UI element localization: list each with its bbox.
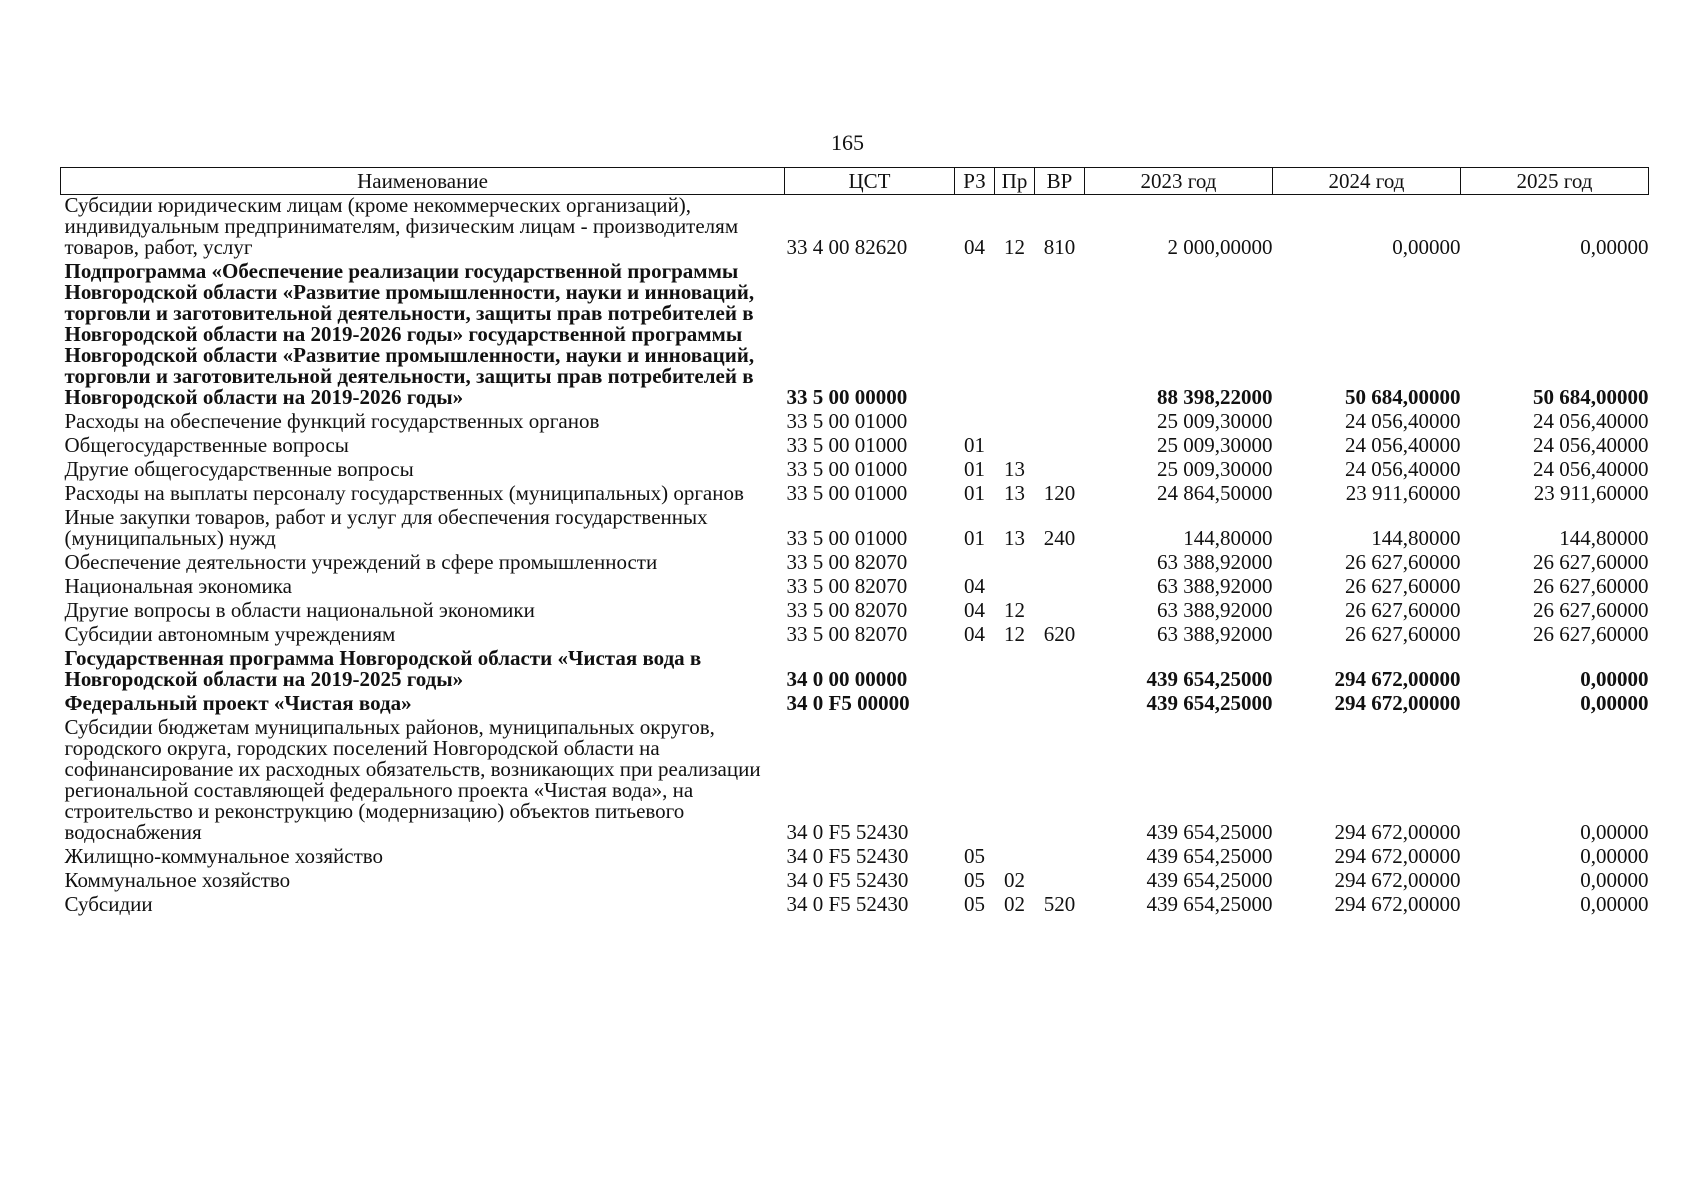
row-name: Субсидии юридическим лицам (кроме некоммерческих организаций), индивидуальным предпринимателям, физическим лицам - производителям товаров, работ, услуг [64, 193, 739, 259]
row-rz [955, 717, 995, 846]
row-name: Расходы на выплаты персоналу государственных (муниципальных) органов [64, 481, 744, 505]
row-cst: 34 0 F5 52430 [786, 844, 909, 868]
row-rz [955, 648, 995, 693]
table-row [61, 624, 1649, 648]
row-pr [995, 411, 1035, 435]
row-2025: 26 627,60000 [1533, 622, 1649, 646]
row-2024: 294 672,00000 [1334, 868, 1461, 892]
row-name: Субсидии [64, 892, 153, 916]
table-row [61, 576, 1649, 600]
table-row [61, 717, 1649, 846]
row-cst: 33 5 00 82070 [786, 550, 908, 574]
row-2023: 63 388,92000 [1157, 598, 1273, 622]
row-2023: 24 864,50000 [1157, 481, 1273, 505]
row-rz: 05 [964, 844, 985, 868]
row-vr: 620 [1043, 622, 1076, 646]
row-2023: 439 654,25000 [1146, 691, 1273, 715]
row-2023: 88 398,22000 [1157, 385, 1273, 409]
row-cst: 34 0 F5 52430 [786, 868, 909, 892]
row-vr [1035, 459, 1085, 483]
row-2025: 0,00000 [1580, 691, 1649, 715]
table-body [61, 195, 1649, 919]
row-2023: 439 654,25000 [1146, 820, 1273, 844]
row-2024: 24 056,40000 [1345, 457, 1461, 481]
row-vr: 520 [1043, 892, 1076, 916]
row-2024: 50 684,00000 [1345, 385, 1461, 409]
table-row [61, 411, 1649, 435]
row-2025: 26 627,60000 [1533, 550, 1649, 574]
row-rz: 01 [964, 457, 985, 481]
row-2024: 294 672,00000 [1334, 691, 1461, 715]
row-name: Подпрограмма «Обеспечение реализации государственной программы Новгородской области «Развитие промышленности, науки и инноваций, торговли и заготовительной деятельности, защиты прав потребителей в Новгородской области на 2019-2026 годы» государственной программы Новгородской области «Развитие промышленности, науки и инноваций, торговли и заготовительной деятельности, защиты прав потребителей в Новгородской области на 2019-2026 годы» [64, 259, 755, 409]
row-2023: 439 654,25000 [1146, 892, 1273, 916]
row-2025: 0,00000 [1580, 868, 1649, 892]
row-2023: 439 654,25000 [1146, 667, 1273, 691]
budget-table [60, 167, 1649, 918]
row-2023: 144,80000 [1183, 526, 1273, 550]
row-pr [995, 261, 1035, 411]
table-row [61, 648, 1649, 693]
table-row [61, 507, 1649, 552]
row-name: Национальная экономика [64, 574, 292, 598]
row-rz: 04 [964, 622, 985, 646]
row-pr [995, 717, 1035, 846]
row-2023: 25 009,30000 [1157, 409, 1273, 433]
table-row [61, 870, 1649, 894]
row-2025: 24 056,40000 [1533, 409, 1649, 433]
row-pr [995, 648, 1035, 693]
row-vr [1035, 846, 1085, 870]
row-pr [995, 576, 1035, 600]
row-2024: 144,80000 [1371, 526, 1461, 550]
row-vr [1035, 552, 1085, 576]
row-rz [955, 693, 995, 717]
row-name: Обеспечение деятельности учреждений в сфере промышленности [64, 550, 658, 574]
row-2025: 144,80000 [1559, 526, 1649, 550]
row-rz [955, 261, 995, 411]
header-vr: ВР [1035, 168, 1085, 195]
table-row [61, 195, 1649, 262]
row-pr: 12 [1004, 622, 1025, 646]
row-2023: 63 388,92000 [1157, 622, 1273, 646]
header-2025: 2025 год [1461, 168, 1649, 195]
table-row [61, 435, 1649, 459]
row-2024: 26 627,60000 [1345, 598, 1461, 622]
row-rz: 04 [964, 598, 985, 622]
row-2025: 24 056,40000 [1533, 457, 1649, 481]
row-pr: 13 [1004, 526, 1025, 550]
header-pr: Пр [995, 168, 1035, 195]
row-2025: 0,00000 [1580, 820, 1649, 844]
row-pr: 13 [1004, 481, 1025, 505]
row-name: Жилищно-коммунальное хозяйство [64, 844, 384, 868]
table-row [61, 693, 1649, 717]
table-row [61, 552, 1649, 576]
row-pr: 02 [1004, 868, 1025, 892]
row-vr [1035, 261, 1085, 411]
row-cst: 33 5 00 01000 [786, 481, 908, 505]
row-name: Другие вопросы в области национальной экономики [64, 598, 535, 622]
row-vr [1035, 435, 1085, 459]
row-2024: 294 672,00000 [1334, 667, 1461, 691]
row-cst: 33 4 00 82620 [786, 235, 908, 259]
row-cst: 33 5 00 00000 [786, 385, 908, 409]
row-2024: 26 627,60000 [1345, 574, 1461, 598]
row-2024: 294 672,00000 [1334, 844, 1461, 868]
row-name: Расходы на обеспечение функций государственных органов [64, 409, 600, 433]
table-row [61, 846, 1649, 870]
row-vr: 810 [1043, 235, 1076, 259]
row-rz [955, 552, 995, 576]
row-cst: 34 0 F5 52430 [786, 892, 909, 916]
row-cst: 33 5 00 82070 [786, 622, 908, 646]
row-vr: 120 [1043, 481, 1076, 505]
row-2023: 439 654,25000 [1146, 844, 1273, 868]
row-cst: 34 0 F5 00000 [786, 691, 910, 715]
row-2023: 2 000,00000 [1167, 235, 1273, 259]
row-rz: 01 [964, 433, 985, 457]
row-2023: 25 009,30000 [1157, 433, 1273, 457]
row-rz: 01 [964, 481, 985, 505]
row-2025: 50 684,00000 [1533, 385, 1649, 409]
row-rz [955, 411, 995, 435]
row-vr [1035, 576, 1085, 600]
row-cst: 34 0 F5 52430 [786, 820, 909, 844]
row-vr [1035, 870, 1085, 894]
row-2023: 63 388,92000 [1157, 574, 1273, 598]
row-2024: 24 056,40000 [1345, 409, 1461, 433]
row-2024: 294 672,00000 [1334, 820, 1461, 844]
row-2025: 23 911,60000 [1533, 481, 1649, 505]
row-rz: 05 [964, 868, 985, 892]
row-name: Другие общегосударственные вопросы [64, 457, 414, 481]
row-2025: 24 056,40000 [1533, 433, 1649, 457]
row-2025: 0,00000 [1580, 667, 1649, 691]
row-2025: 0,00000 [1580, 235, 1649, 259]
row-2025: 0,00000 [1580, 892, 1649, 916]
row-cst: 33 5 00 01000 [786, 433, 908, 457]
row-2023: 439 654,25000 [1146, 868, 1273, 892]
row-vr [1035, 648, 1085, 693]
table-row [61, 459, 1649, 483]
row-name: Субсидии бюджетам муниципальных районов, муниципальных округов, городского округа, городских поселений Новгородской области на софинансирование их расходных обязательств, возникающих при реализации региональной составляющей федерального проекта «Чистая вода», на строительство и реконструкцию (модернизацию) объектов питьевого водоснабжения [64, 715, 761, 844]
row-cst: 34 0 00 00000 [786, 667, 908, 691]
row-pr: 02 [1004, 892, 1025, 916]
row-name: Иные закупки товаров, работ и услуг для обеспечения государственных (муниципальных) нужд [64, 505, 708, 550]
row-vr [1035, 693, 1085, 717]
row-cst: 33 5 00 82070 [786, 598, 908, 622]
row-vr [1035, 600, 1085, 624]
table-row [61, 894, 1649, 918]
table-row [61, 600, 1649, 624]
row-2024: 24 056,40000 [1345, 433, 1461, 457]
header-2024: 2024 год [1273, 168, 1461, 195]
header-name: Наименование [61, 168, 785, 195]
row-rz: 04 [964, 235, 985, 259]
row-vr [1035, 717, 1085, 846]
row-2025: 26 627,60000 [1533, 598, 1649, 622]
row-vr [1035, 411, 1085, 435]
row-name: Коммунальное хозяйство [64, 868, 291, 892]
row-2024: 0,00000 [1392, 235, 1461, 259]
row-name: Общегосударственные вопросы [64, 433, 349, 457]
row-rz: 04 [964, 574, 985, 598]
row-2024: 23 911,60000 [1345, 481, 1461, 505]
table-row [61, 483, 1649, 507]
row-pr [995, 552, 1035, 576]
row-2024: 294 672,00000 [1334, 892, 1461, 916]
row-name: Федеральный проект «Чистая вода» [64, 691, 412, 715]
row-cst: 33 5 00 01000 [786, 457, 908, 481]
row-2023: 25 009,30000 [1157, 457, 1273, 481]
row-vr: 240 [1043, 526, 1076, 550]
row-pr: 13 [1004, 457, 1025, 481]
row-2024: 26 627,60000 [1345, 622, 1461, 646]
row-name: Государственная программа Новгородской области «Чистая вода в Новгородской области на 2019-2025 годы» [64, 646, 702, 691]
row-name: Субсидии автономным учреждениям [64, 622, 396, 646]
table-row [61, 261, 1649, 411]
row-rz: 05 [964, 892, 985, 916]
row-cst: 33 5 00 82070 [786, 574, 908, 598]
row-pr [995, 435, 1035, 459]
row-pr [995, 693, 1035, 717]
row-2023: 63 388,92000 [1157, 550, 1273, 574]
header-rz: РЗ [955, 168, 995, 195]
row-2024: 26 627,60000 [1345, 550, 1461, 574]
table-header [61, 168, 1649, 195]
row-rz: 01 [964, 526, 985, 550]
row-2025: 26 627,60000 [1533, 574, 1649, 598]
header-cst: ЦСТ [785, 168, 955, 195]
header-2023: 2023 год [1085, 168, 1273, 195]
row-2025: 0,00000 [1580, 844, 1649, 868]
row-pr: 12 [1004, 598, 1025, 622]
row-cst: 33 5 00 01000 [786, 409, 908, 433]
row-cst: 33 5 00 01000 [786, 526, 908, 550]
row-pr [995, 846, 1035, 870]
page-number: 165 [831, 130, 864, 155]
row-pr: 12 [1004, 235, 1025, 259]
